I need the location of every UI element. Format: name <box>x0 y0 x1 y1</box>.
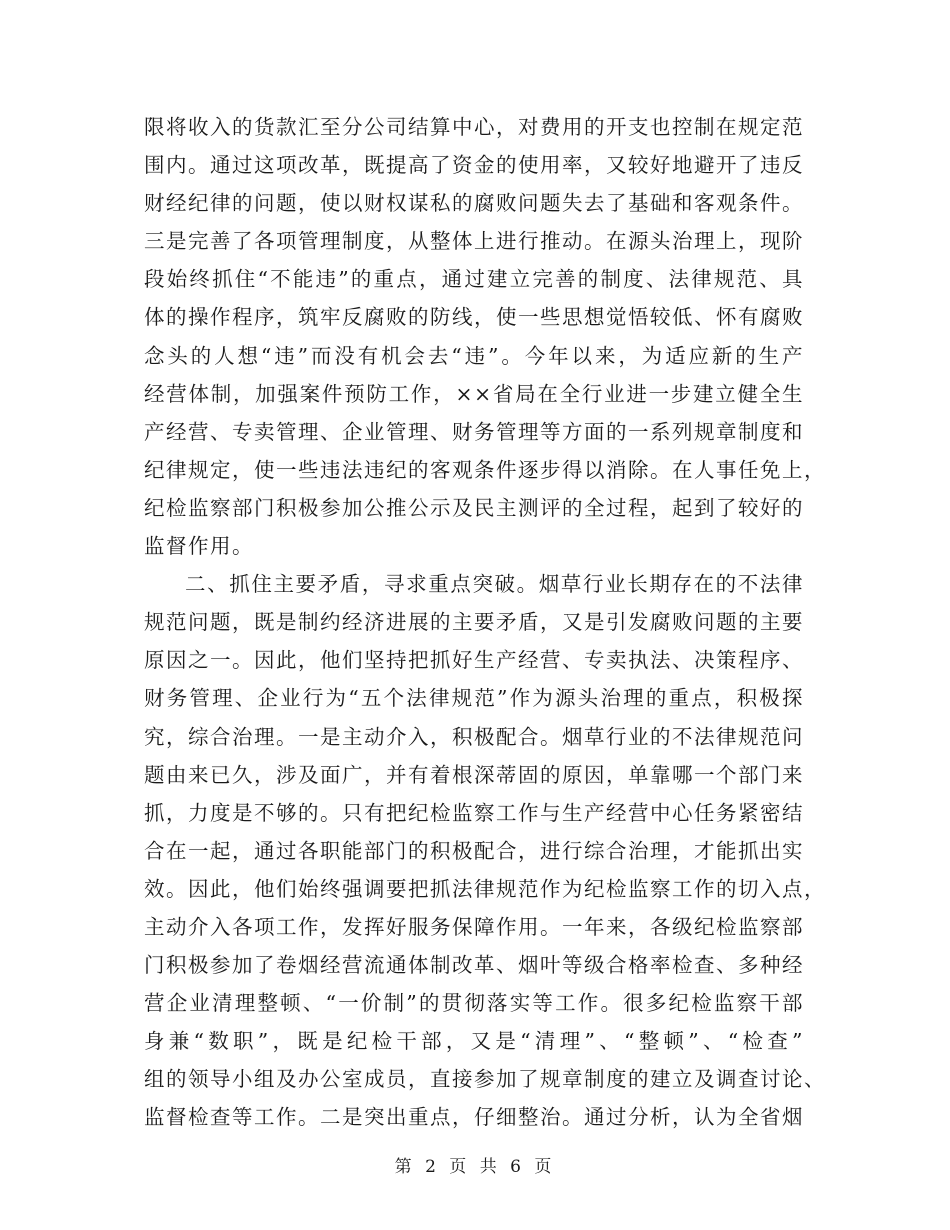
text-line: 合在一起，通过各职能部门的积极配合，进行综合治理，才能抓出实 <box>144 838 804 863</box>
page-number-footer: 第 2 页 共 6 页 <box>394 1157 556 1177</box>
text-line: 财务管理、企业行为“五个法律规范”作为源头治理的重点，积极探 <box>144 686 804 711</box>
text-line: 门积极参加了卷烟经营流通体制改革、烟叶等级合格率检查、多种经 <box>144 953 804 978</box>
text-line: 主动介入各项工作，发挥好服务保障作用。一年来，各级纪检监察部 <box>144 914 804 939</box>
text-line: 规范问题，既是制约经济进展的主要矛盾，又是引发腐败问题的主要 <box>144 610 804 635</box>
text-line: 效。因此，他们始终强调要把抓法律规范作为纪检监察工作的切入点， <box>144 876 826 901</box>
body-text <box>144 108 826 1137</box>
text-line: 身兼“数职”，既是纪检干部，又是“清理”、“整顿”、“检查” <box>144 1029 804 1054</box>
text-line: 组的领导小组及办公室成员，直接参加了规章制度的建立及调查讨论、 <box>144 1067 826 1092</box>
text-line: 段始终抓住“不能违”的重点，通过建立完善的制度、法律规范、具 <box>144 267 804 292</box>
text-line: 究，综合治理。一是主动介入，积极配合。烟草行业的不法律规范问 <box>144 724 804 749</box>
text-line: 念头的人想“违”而没有机会去“违”。今年以来，为适应新的生产 <box>144 343 804 368</box>
text-line: 监督检查等工作。二是突出重点，仔细整治。通过分析，认为全省烟 <box>144 1105 804 1130</box>
text-line: 原因之一。因此，他们坚持把抓好生产经营、专卖执法、决策程序、 <box>144 648 804 673</box>
text-line: 三是完善了各项管理制度，从整体上进行推动。在源头治理上，现阶 <box>144 229 804 254</box>
text-line: 题由来已久，涉及面广，并有着根深蒂固的原因，单靠哪一个部门来 <box>144 762 804 787</box>
text-line: 体的操作程序，筑牢反腐败的防线，使一些思想觉悟较低、怀有腐败 <box>144 305 804 330</box>
paragraph-first-line: 二、抓住主要矛盾，寻求重点突破。烟草行业长期存在的不法律 <box>185 572 804 597</box>
text-line: 产经营、专卖管理、企业管理、财务管理等方面的一系列规章制度和 <box>144 419 804 444</box>
text-line: 围内。通过这项改革，既提高了资金的使用率，又较好地避开了违反 <box>144 153 804 178</box>
text-line: 财经纪律的问题，使以财权谋私的腐败问题失去了基础和客观条件。 <box>144 191 804 216</box>
text-line: 纪律规定，使一些违法违纪的客观条件逐步得以消除。在人事任免上， <box>144 457 826 482</box>
text-line: 抓，力度是不够的。只有把纪检监察工作与生产经营中心任务紧密结 <box>144 800 804 825</box>
text-line: 经营体制，加强案件预防工作，××省局在全行业进一步建立健全生 <box>144 381 804 406</box>
text-line: 营企业清理整顿、“一价制”的贯彻落实等工作。很多纪检监察干部 <box>144 991 804 1016</box>
text-line: 纪检监察部门积极参加公推公示及民主测评的全过程，起到了较好的 <box>144 495 804 520</box>
text-line: 监督作用。 <box>144 534 254 559</box>
text-line: 限将收入的货款汇至分公司结算中心，对费用的开支也控制在规定范 <box>144 115 804 139</box>
